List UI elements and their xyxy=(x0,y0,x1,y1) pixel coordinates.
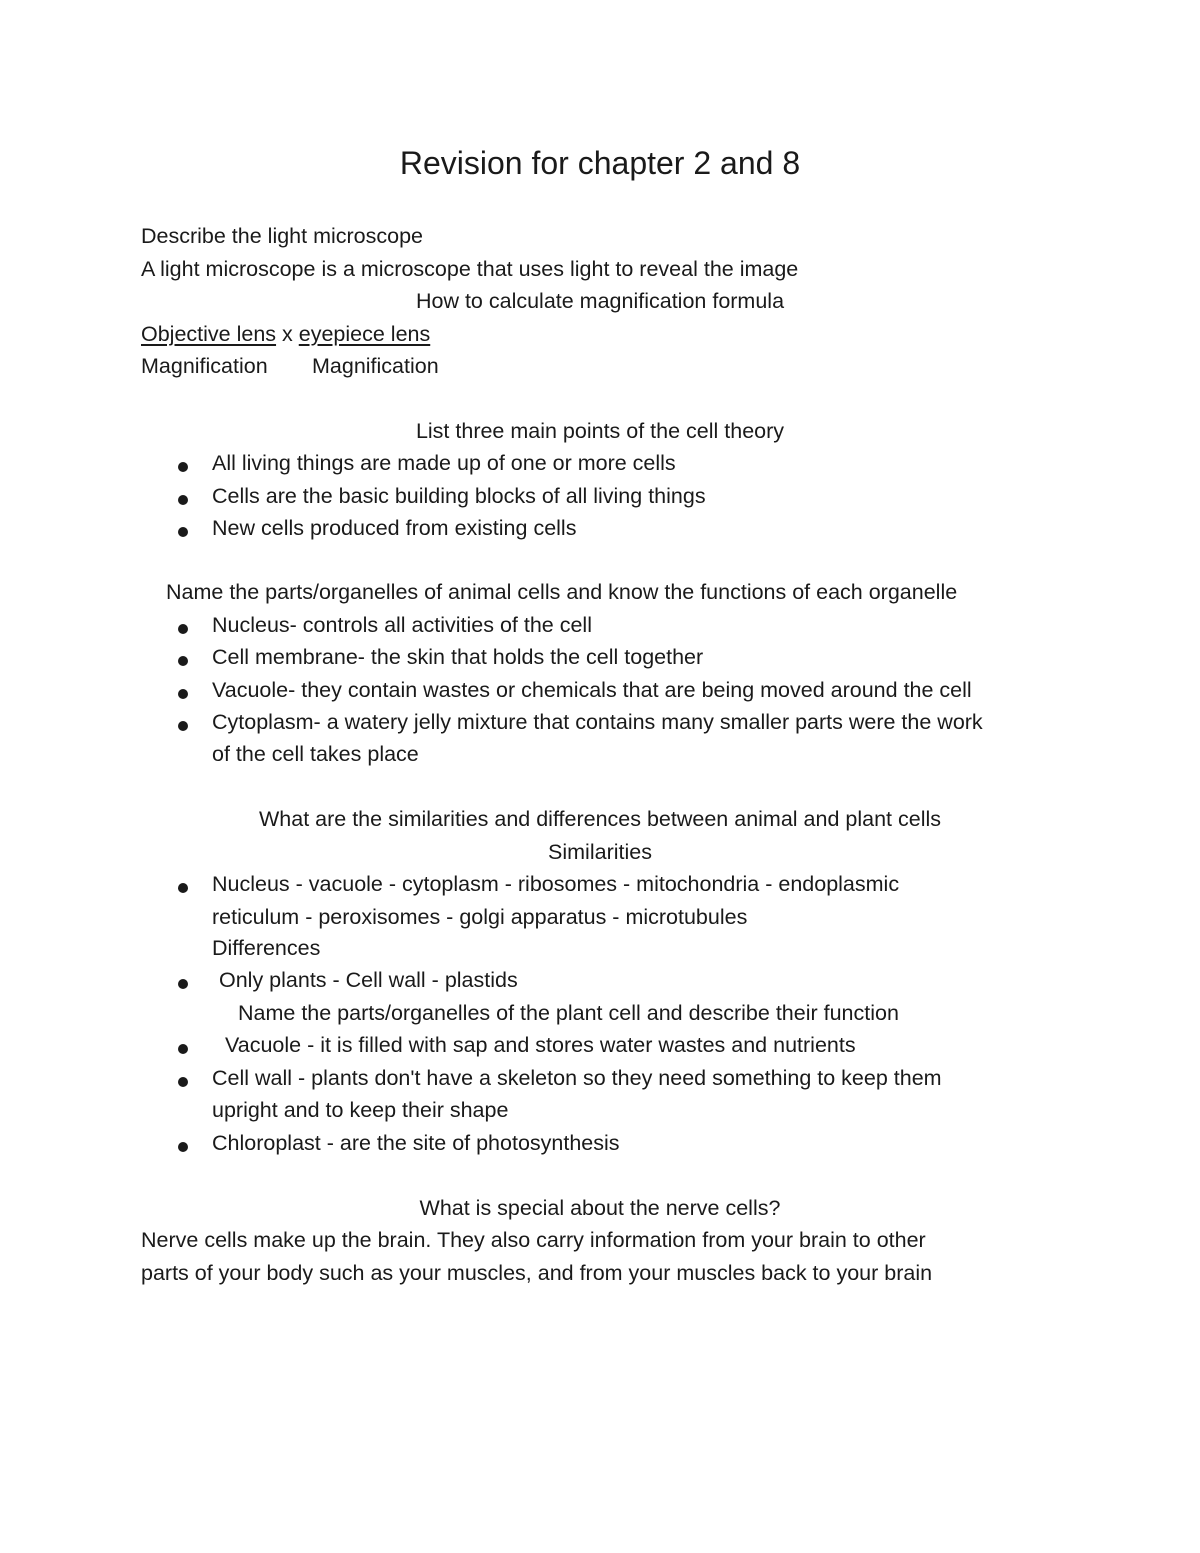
bullet-icon xyxy=(178,689,188,699)
animal-cells-heading: Name the parts/organelles of animal cells and know the functions of each organelle xyxy=(166,580,958,604)
bullet-icon xyxy=(178,656,188,666)
list-item-continuation: upright and to keep their shape xyxy=(212,1098,509,1122)
page-title: Revision for chapter 2 and 8 xyxy=(399,145,801,181)
list-item-continuation: reticulum - peroxisomes - golgi apparatus - microtubules xyxy=(212,905,748,929)
formula-sub-2: Magnification xyxy=(312,354,439,378)
nerve-cells-text-1: Nerve cells make up the brain. They also carry information from your brain to other xyxy=(141,1228,926,1252)
list-item: Cells are the basic building blocks of all living things xyxy=(212,484,706,508)
nerve-cells-heading: What is special about the nerve cells? xyxy=(419,1196,781,1220)
list-item: Cell wall - plants don't have a skeleton so they need something to keep them xyxy=(212,1066,942,1090)
list-item: Cell membrane- the skin that holds the cell together xyxy=(212,645,704,669)
bullet-icon xyxy=(178,979,188,989)
differences-heading: Differences xyxy=(212,936,321,960)
microscope-answer: A light microscope is a microscope that uses light to reveal the image xyxy=(141,257,799,281)
bullet-icon xyxy=(178,527,188,537)
list-item: Vacuole - it is filled with sap and stores water wastes and nutrients xyxy=(225,1033,856,1057)
nerve-cells-text-2: parts of your body such as your muscles, and from your muscles back to your brain xyxy=(141,1261,933,1285)
bullet-icon xyxy=(178,883,188,893)
bullet-icon xyxy=(178,495,188,505)
list-item: Nucleus - vacuole - cytoplasm - ribosomes - mitochondria - endoplasmic xyxy=(212,872,900,896)
cell-theory-heading: List three main points of the cell theory xyxy=(415,419,785,443)
bullet-icon xyxy=(178,624,188,634)
formula-term-objective: Objective lens xyxy=(141,322,277,346)
formula-term-eyepiece: eyepiece lens xyxy=(298,322,431,346)
list-item: All living things are made up of one or more cells xyxy=(212,451,676,475)
bullet-icon xyxy=(178,721,188,731)
bullet-icon xyxy=(178,1142,188,1152)
similarities-heading: Similarities xyxy=(548,840,652,864)
bullet-icon xyxy=(178,1077,188,1087)
formula-line xyxy=(141,318,430,350)
microscope-heading: Describe the light microscope xyxy=(141,224,424,248)
list-item: Cytoplasm- a watery jelly mixture that contains many smaller parts were the work xyxy=(212,710,983,734)
list-item: Vacuole- they contain wastes or chemicals that are being moved around the cell xyxy=(212,678,972,702)
plant-cells-heading: Name the parts/organelles of the plant cell and describe their function xyxy=(238,1001,899,1025)
comparison-heading: What are the similarities and differences between animal and plant cells xyxy=(259,807,941,831)
formula-operator: x xyxy=(276,322,299,346)
formula-heading: How to calculate magnification formula xyxy=(415,289,785,313)
formula-sub-1: Magnification xyxy=(141,354,268,378)
list-item: Only plants - Cell wall - plastids xyxy=(219,968,518,992)
list-item: Chloroplast - are the site of photosynthesis xyxy=(212,1131,620,1155)
list-item: Nucleus- controls all activities of the cell xyxy=(212,613,592,637)
bullet-icon xyxy=(178,1044,188,1054)
bullet-icon xyxy=(178,462,188,472)
list-item: New cells produced from existing cells xyxy=(212,516,577,540)
list-item-continuation: of the cell takes place xyxy=(212,742,419,766)
